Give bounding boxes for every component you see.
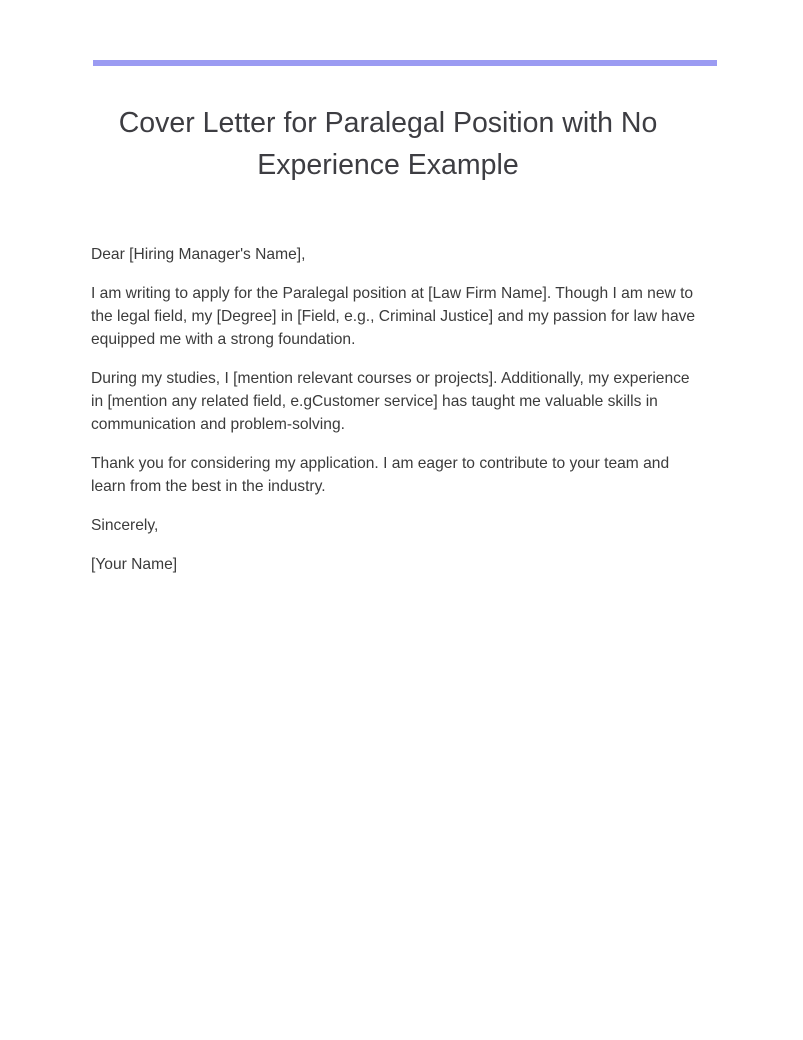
accent-bar — [93, 60, 717, 66]
signature: [Your Name] — [91, 556, 178, 573]
paragraph-experience: During my studies, I [mention relevant courses or projects]. Additionally, my experience in [mention any related field, e.gCustomer service] has taught me valuable skills in communication and problem-solving. — [91, 370, 690, 433]
letter-body — [91, 243, 701, 592]
document-title: Cover Letter for Paralegal Position with No Experience Example — [118, 107, 658, 181]
paragraph-intro: I am writing to apply for the Paralegal position at [Law Firm Name]. Though I am new to the legal field, my [Degree] in [Field, e.g., Criminal Justice] and my passion for law have equipped me with a strong foundation. — [91, 285, 696, 348]
salutation: Dear [Hiring Manager's Name], — [91, 246, 306, 263]
paragraph-thanks: Thank you for considering my application. I am eager to contribute to your team and learn from the best in the industry. — [91, 455, 670, 495]
closing: Sincerely, — [91, 517, 159, 534]
